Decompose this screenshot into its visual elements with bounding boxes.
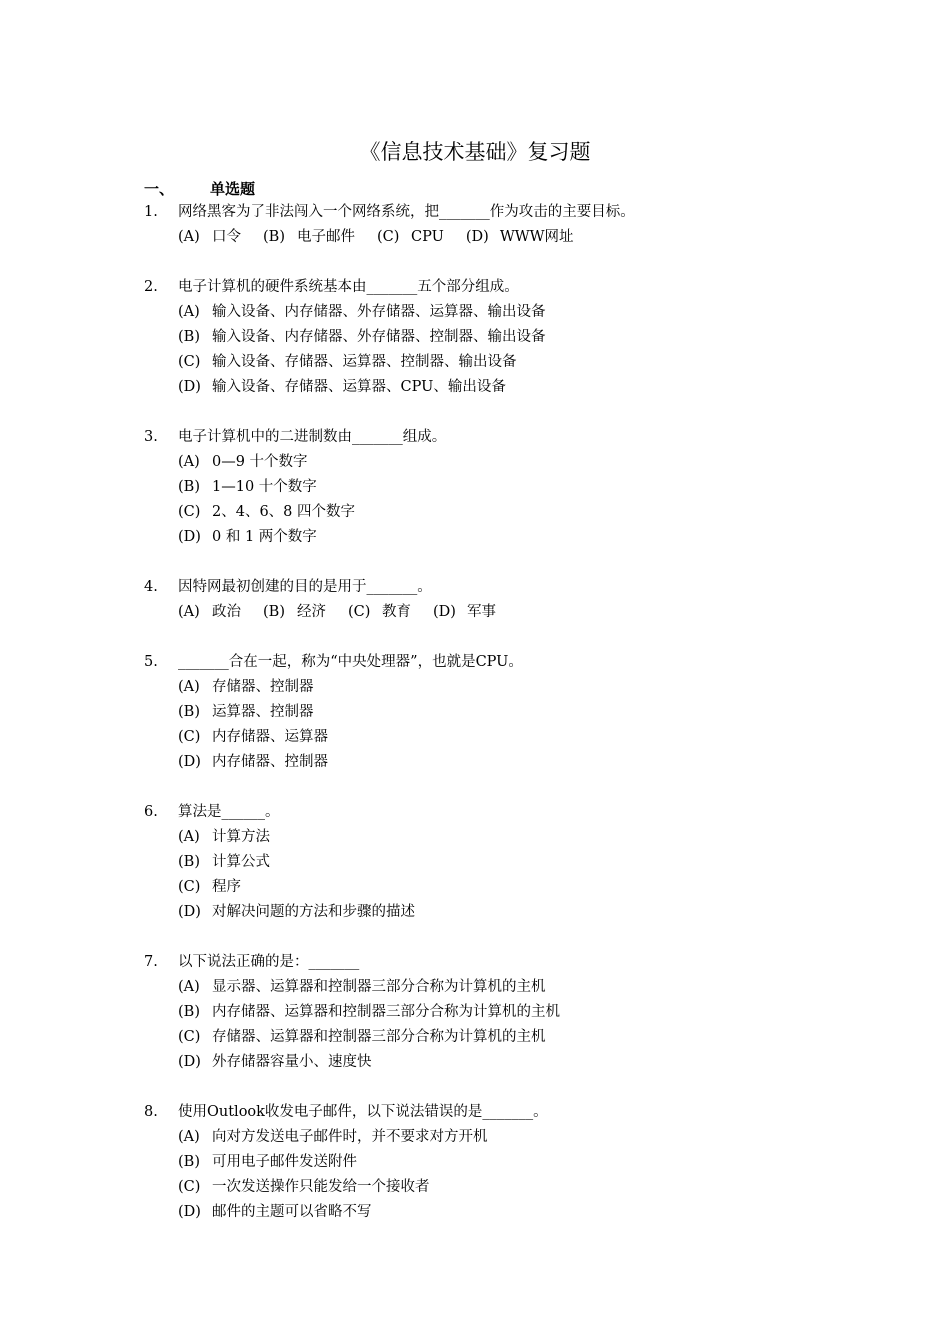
option-text: 内存储器、控制器 (212, 754, 328, 770)
question-number: 6. (144, 804, 158, 820)
option-text: 程序 (212, 879, 241, 895)
option-line (144, 975, 844, 1000)
option-a (178, 979, 546, 995)
option-d (178, 1204, 372, 1220)
option-c (377, 225, 444, 250)
option-d (178, 904, 415, 920)
option-label: (D) (465, 229, 489, 245)
option-text: 输入设备、存储器、运算器、CPU、输出设备 (212, 379, 506, 395)
option-line (144, 375, 844, 400)
option-label: (D) (178, 529, 201, 545)
option-row (144, 225, 844, 250)
option-a (178, 600, 241, 625)
option-line (144, 325, 844, 350)
question-text: 使用Outlook收发电子邮件，以下说法错误的是_______。 (178, 1104, 548, 1120)
option-label: (A) (178, 829, 200, 845)
option-label: (D) (178, 754, 201, 770)
option-label: (B) (263, 229, 285, 245)
option-d (178, 1054, 372, 1070)
option-text: 存储器、运算器和控制器三部分合称为计算机的主机 (212, 1029, 546, 1045)
option-line (144, 825, 844, 850)
option-b (178, 704, 314, 720)
option-line (144, 750, 844, 775)
option-b (178, 1154, 357, 1170)
option-text: 计算方法 (212, 829, 270, 845)
option-label: (B) (178, 1154, 200, 1170)
option-label: (D) (178, 379, 201, 395)
option-label: (C) (348, 604, 371, 620)
question-number: 4. (144, 579, 158, 595)
option-line (144, 1200, 844, 1225)
option-text: 1—10 十个数字 (212, 479, 317, 495)
option-label: (B) (178, 1004, 200, 1020)
option-line (144, 900, 844, 925)
option-line (144, 1025, 844, 1050)
option-text: 0—9 十个数字 (212, 454, 308, 470)
question-text: 电子计算机中的二进制数由_______组成。 (178, 429, 447, 445)
option-text: 教育 (382, 604, 411, 620)
option-label: (A) (178, 679, 200, 695)
option-line (144, 450, 844, 475)
option-text: WWW网址 (499, 229, 574, 245)
option-a (178, 225, 241, 250)
option-text: 军事 (467, 604, 496, 620)
section-number: 一、 (144, 180, 175, 198)
option-text: 一次发送操作只能发给一个接收者 (212, 1179, 430, 1195)
option-text: 输入设备、内存储器、外存储器、控制器、输出设备 (212, 329, 546, 345)
question-4 (144, 575, 844, 625)
option-line (144, 500, 844, 525)
option-text: 计算公式 (212, 854, 270, 870)
option-c (178, 354, 517, 370)
question-5 (144, 650, 844, 775)
question-stem (144, 950, 844, 975)
option-label: (D) (178, 1054, 201, 1070)
option-label: (C) (178, 1179, 201, 1195)
option-c (178, 504, 355, 520)
question-stem (144, 275, 844, 300)
question-stem (144, 200, 844, 225)
option-text: CPU (411, 229, 444, 245)
option-label: (A) (178, 229, 200, 245)
option-label: (B) (263, 604, 285, 620)
option-c (178, 729, 328, 745)
option-label: (C) (178, 879, 201, 895)
option-line (144, 1000, 844, 1025)
option-a (178, 304, 546, 320)
question-number: 2. (144, 279, 158, 295)
question-list (144, 200, 844, 1250)
option-label: (C) (377, 229, 400, 245)
option-d (178, 754, 328, 770)
question-text: 因特网最初创建的目的是用于_______。 (178, 579, 432, 595)
option-text: 存储器、控制器 (212, 679, 314, 695)
question-text: _______合在一起，称为“中央处理器”，也就是CPU。 (178, 654, 523, 670)
option-b (178, 854, 270, 870)
option-text: 显示器、运算器和控制器三部分合称为计算机的主机 (212, 979, 546, 995)
option-line (144, 525, 844, 550)
option-line (144, 1050, 844, 1075)
option-label: (D) (178, 904, 201, 920)
option-c (348, 600, 411, 625)
option-a (178, 829, 270, 845)
option-a (178, 454, 308, 470)
option-line (144, 875, 844, 900)
option-label: (C) (178, 1029, 201, 1045)
option-text: 内存储器、运算器和控制器三部分合称为计算机的主机 (212, 1004, 560, 1020)
option-b (263, 600, 326, 625)
question-number: 1. (144, 204, 158, 220)
question-text: 算法是______。 (178, 804, 280, 820)
question-2 (144, 275, 844, 400)
option-b (263, 225, 355, 250)
option-label: (B) (178, 854, 200, 870)
option-text: 输入设备、内存储器、外存储器、运算器、输出设备 (212, 304, 546, 320)
option-b (178, 479, 317, 495)
question-6 (144, 800, 844, 925)
question-1 (144, 200, 844, 250)
option-d (466, 225, 574, 250)
question-stem (144, 1100, 844, 1125)
question-number: 8. (144, 1104, 158, 1120)
option-line (144, 475, 844, 500)
question-stem (144, 800, 844, 825)
question-text: 网络黑客为了非法闯入一个网络系统，把_______作为攻击的主要目标。 (178, 204, 635, 220)
option-b (178, 1004, 560, 1020)
option-label: (B) (178, 329, 200, 345)
option-label: (A) (178, 604, 200, 620)
option-c (178, 879, 241, 895)
question-text: 电子计算机的硬件系统基本由_______五个部分组成。 (178, 279, 519, 295)
option-line (144, 350, 844, 375)
option-label: (B) (178, 479, 200, 495)
option-line (144, 1175, 844, 1200)
option-label: (C) (178, 354, 201, 370)
option-text: 邮件的主题可以省略不写 (212, 1204, 372, 1220)
option-line (144, 675, 844, 700)
option-label: (A) (178, 454, 200, 470)
option-line (144, 1150, 844, 1175)
option-label: (A) (178, 1129, 200, 1145)
option-d (178, 529, 317, 545)
option-line (144, 1125, 844, 1150)
option-c (178, 1029, 546, 1045)
option-line (144, 850, 844, 875)
option-text: 0 和 1 两个数字 (212, 529, 317, 545)
question-stem (144, 425, 844, 450)
option-b (178, 329, 546, 345)
option-text: 可用电子邮件发送附件 (212, 1154, 357, 1170)
option-line (144, 725, 844, 750)
question-stem (144, 575, 844, 600)
option-c (178, 1179, 430, 1195)
option-line (144, 700, 844, 725)
option-label: (A) (178, 979, 200, 995)
option-text: 经济 (297, 604, 326, 620)
option-label: (C) (178, 729, 201, 745)
option-text: 向对方发送电子邮件时，并不要求对方开机 (212, 1129, 488, 1145)
option-label: (D) (178, 1204, 201, 1220)
option-text: 2、4、6、8 四个数字 (212, 504, 356, 520)
option-text: 外存储器容量小、速度快 (212, 1054, 372, 1070)
option-text: 对解决问题的方法和步骤的描述 (212, 904, 415, 920)
question-8 (144, 1100, 844, 1225)
option-row (144, 600, 844, 625)
section-label: 单选题 (210, 180, 256, 198)
question-text: 以下说法正确的是：_______ (178, 954, 360, 970)
option-text: 口令 (212, 229, 241, 245)
section-heading (144, 178, 255, 199)
question-number: 5. (144, 654, 158, 670)
option-text: 输入设备、存储器、运算器、控制器、输出设备 (212, 354, 517, 370)
option-text: 运算器、控制器 (212, 704, 314, 720)
option-label: (B) (178, 704, 200, 720)
question-7 (144, 950, 844, 1075)
document-title: 《信息技术基础》复习题 (359, 140, 591, 164)
question-stem (144, 650, 844, 675)
question-3 (144, 425, 844, 550)
option-a (178, 1129, 488, 1145)
option-d (178, 379, 506, 395)
option-label: (D) (433, 604, 456, 620)
option-text: 电子邮件 (297, 229, 355, 245)
option-text: 内存储器、运算器 (212, 729, 328, 745)
option-d (433, 600, 496, 625)
option-label: (A) (178, 304, 200, 320)
option-text: 政治 (212, 604, 241, 620)
option-a (178, 679, 314, 695)
question-number: 3. (144, 429, 158, 445)
option-line (144, 300, 844, 325)
option-label: (C) (178, 504, 201, 520)
question-number: 7. (144, 954, 158, 970)
